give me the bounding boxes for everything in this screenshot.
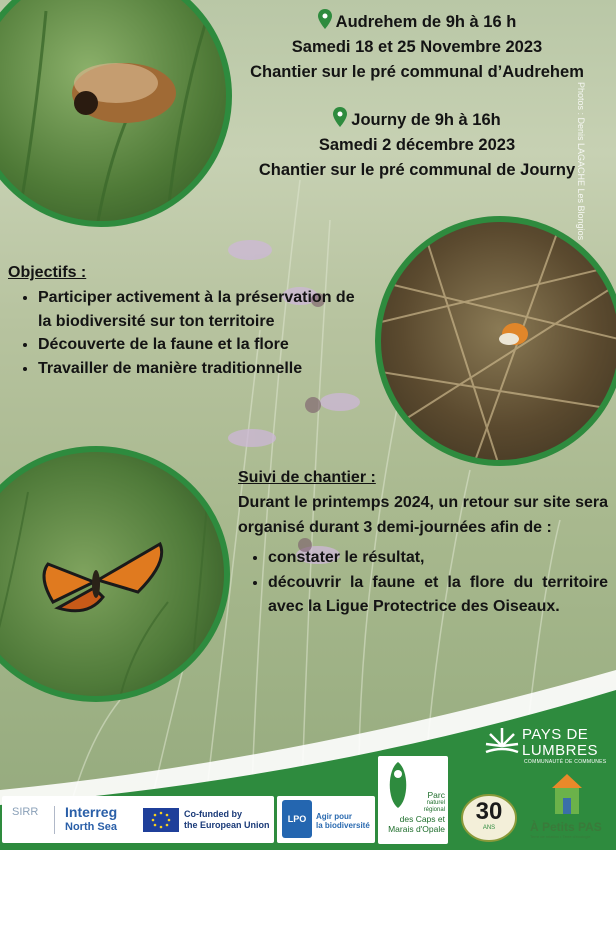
- sun-icon: [484, 724, 520, 760]
- lpo-tagline-1: Agir pour: [316, 812, 352, 821]
- event-journy: [240, 107, 594, 183]
- eu-cofunded: Co-funded by: [184, 809, 242, 819]
- thirty-years-logo: [460, 792, 518, 842]
- bird-photo: [375, 216, 616, 466]
- followup-text: Durant le printemps 2024, un retour sur site sera organisé durant 3 demi-journées afin de :: [238, 494, 608, 536]
- event-journy-line1: Journy de 9h à 16h: [240, 107, 594, 133]
- pays-line3: COMMUNAUTÉ DE COMMUNES: [524, 759, 607, 765]
- lpo-badge: [282, 800, 312, 838]
- thirty-sub: ANS: [482, 825, 496, 831]
- objectives-title: Objectifs :: [8, 264, 87, 281]
- petits-pas-house-icon: [550, 772, 584, 816]
- event-journy-place: Chantier sur le pré communal de Journy: [258, 161, 576, 179]
- followup-section: [238, 469, 608, 620]
- photo-credit: Photos : Denis LAGACHE Les Blongios: [576, 82, 586, 241]
- location-pin-icon: [333, 107, 347, 127]
- logo-divider: [54, 806, 55, 834]
- thirty-number: 30: [475, 798, 503, 825]
- interreg-title: Interreg: [65, 804, 118, 820]
- eu-flag-icon: [143, 808, 179, 832]
- lpo-badge-text: LPO: [287, 814, 307, 824]
- followup-item: • découvrir la faune et la flore du territoire avec la Ligue Protectrice des Oiseaux.: [268, 571, 608, 620]
- parc-logo-text: Parc naturel régional des Caps et Marais d'Opale: [388, 790, 445, 834]
- petits-pas-name: À Petits PAS: [530, 820, 602, 834]
- pays-line2: LUMBRES: [522, 742, 599, 759]
- objective-item: • Travailler de manière traditionnelle: [38, 357, 363, 381]
- interreg-subtitle: North Sea: [65, 821, 117, 833]
- objectives-section: [8, 264, 363, 380]
- location-pin-icon: [318, 9, 332, 29]
- eu-union: the European Union: [184, 820, 270, 830]
- pays-de-lumbres-logo: [484, 724, 607, 765]
- event-audrehem-line1: Audrehem de 9h à 16 h: [232, 9, 602, 35]
- followup-item: • constater le résultat,: [268, 546, 608, 571]
- pays-line1: PAYS DE: [522, 726, 589, 743]
- event-journy-date: Samedi 2 décembre 2023: [318, 136, 516, 154]
- petits-pas-tagline: Terre de relation • Terre d'écologie: [530, 834, 591, 839]
- event-audrehem-place: Chantier sur le pré communal d’Audrehem: [250, 63, 584, 81]
- followup-title: Suivi de chantier :: [238, 469, 376, 486]
- objective-item: • Découverte de la faune et la flore: [38, 333, 363, 357]
- sirr-logo: SIRR: [12, 806, 39, 818]
- event-audrehem-date: Samedi 18 et 25 Novembre 2023: [291, 38, 543, 56]
- lpo-tagline-2: la biodiversité: [316, 821, 370, 830]
- event-audrehem: [232, 9, 602, 85]
- objective-item: • Participer activement à la préservation de la biodiversité sur ton territoire: [38, 286, 363, 333]
